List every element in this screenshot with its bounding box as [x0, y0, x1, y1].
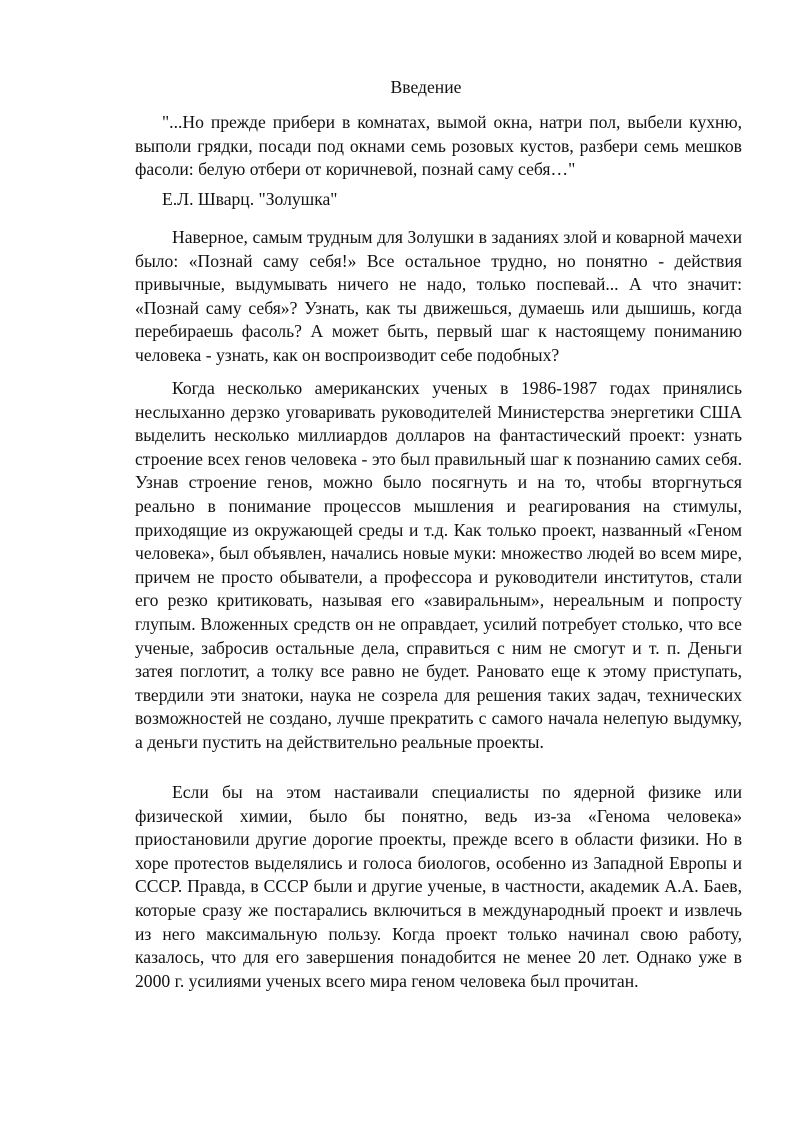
paragraph-2: Когда несколько американских ученых в 1986-1987 годах принялись неслыханно дерзко уговаривать руководителей Министерства энергетики США выделить несколько миллиардов долларов на фантастический проект: узнать строение всех генов человека - это был правильный шаг к познанию самих себя. Узнав строение генов, можно было посягнуть и на то, чтобы вторгнуться реально в понимание процессов мышления и реагирования на стимулы, приходящие из окружающей среды и т.д. Как только проект, названный «Геном человека», был объявлен, начались новые муки: множество людей во всем мире, причем не просто обыватели, а профессора и руководители институтов, стали его резко критиковать, называя его «завиральным», нереальным и попросту глупым. Вложенных средств он не оправдает, усилий потребует столько, что все ученые, забросив остальные дела, справиться с ним не смогут и т. п. Деньги затея поглотит, а толку все равно не будет. Рановато еще к этому приступать, твердили эти знатоки, наука не созрела для решения таких задач, технических возможностей не создано, лучше прекратить с самого начала нелепую выдумку, а деньги пустить на действительно реальные проекты. — [135, 378, 742, 752]
page-title: Введение — [390, 77, 462, 97]
epigraph: "...Но прежде прибери в комнатах, вымой окна, натри пол, выбели кухню, выполи грядки, посади под окнами семь розовых кустов, разбери семь мешков фасоли: белую отбери от коричневой, познай саму себя…" — [135, 112, 742, 180]
paragraph-3: Если бы на этом настаивали специалисты по ядерной физике или физической химии, было бы понятно, ведь из-за «Генома человека» приостановили другие дорогие проекты, прежде всего в области физики. Но в хоре протестов выделялись и голоса биологов, особенно из Западной Европы и СССР. Правда, в СССР были и другие ученые, в частности, академик А.А. Баев, которые сразу же постарались включиться в международный проект и извлечь из него максимальную пользу. Когда проект только начинал свою работу, казалось, что для его завершения понадобится не менее 20 лет. Однако уже в 2000 г. усилиями ученых всего мира геном человека был прочитан. — [135, 782, 742, 991]
epigraph-attribution: Е.Л. Шварц. "Золушка" — [162, 189, 338, 209]
paragraph-1: Наверное, самым трудным для Золушки в заданиях злой и коварной мачехи было: «Познай саму себя!» Все остальное трудно, но понятно - действия привычные, выдумывать ничего не надо, только поспевай... А что значит: «Познай саму себя»? Узнать, как ты движешься, думаешь или дышишь, когда перебираешь фасоль? А может быть, первый шаг к настоящему пониманию человека - узнать, как он воспроизводит себе подобных? — [135, 227, 742, 365]
